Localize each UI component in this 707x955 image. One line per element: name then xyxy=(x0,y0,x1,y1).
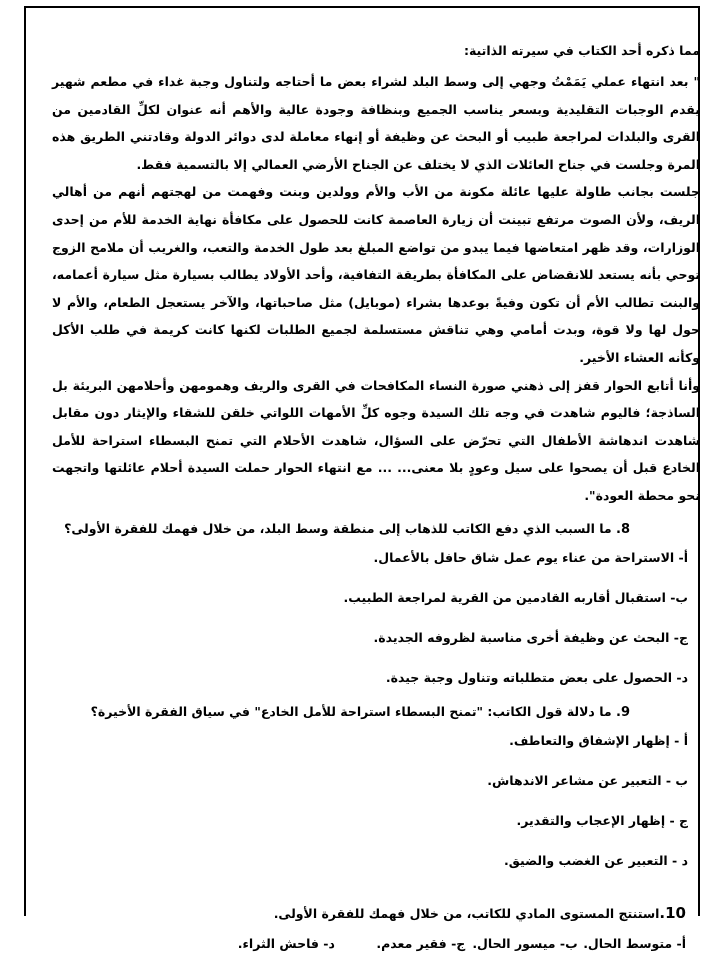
question-9-option-b: ب - التعبير عن مشاعر الاندهاش. xyxy=(487,772,688,788)
question-9-number: 9. xyxy=(616,704,630,720)
question-10 xyxy=(52,902,700,925)
question-10-option-a: أ- متوسط الحال. xyxy=(583,935,686,951)
question-9-option-c: ج - إظهار الإعجاب والتقدير. xyxy=(516,812,688,828)
page-frame xyxy=(24,6,700,951)
question-8-option-c: ج- البحث عن وظيفة أخرى مناسبة لظروفه الجديدة. xyxy=(373,629,688,645)
passage-paragraph-2: جلست بجانب طاولة عليها عائلة مكونة من الأب والأم وولدين وبنت وفهمت من لهجتهم أنهم من أهالي الريف، ولأن الصوت مرتفع تبينت أن زيارة العاصمة كانت للحصول على مكافأة نهاية الخدمة للأم من إحدى الوزارات، وقد ظهر امتعاضها فيما يبدو من تواضع المبلغ بعد طول الخدمة والتعب، والغريب أن ملامح الزوج توحي بأنه يستعد للانقضاض على المكافأة بطريقة التفافية، وأحد الأولاد يطالب بسيارة مثل سيارة أعمامه، والبنت تطالب الأم أن تكون وفيةً بوعدها بشراء (موبايل) مثل صاحباتها، والآخر يستعجل الطعام، والأم لا حول لها ولا قوة، وبدت أمامي وهي تناقش مستسلمة لجميع الطلبات لكنها كانت كريمة في طلب الأكل وكأنه العشاء الأخير. xyxy=(52,184,700,365)
question-10-text: استنتج المستوى المادي للكاتب، من خلال فهمك للفقرة الأولى. xyxy=(273,905,660,921)
question-10-options xyxy=(52,933,700,955)
question-8-number: 8. xyxy=(616,521,630,537)
question-10-number: 10. xyxy=(659,903,686,922)
question-9-text: ما دلالة قول الكاتب: "تمنح البسطاء استراحة للأمل الخادع" في سياق الفقرة الأخيرة؟ xyxy=(90,703,612,719)
question-8 xyxy=(52,518,700,541)
question-8-option-d: د- الحصول على بعض متطلباته وتناول وجبة جيدة. xyxy=(385,669,688,685)
question-8-option-a: أ- الاستراحة من عناء يوم عمل شاق حافل بالأعمال. xyxy=(373,549,688,565)
question-9-option-d: د - التعبير عن الغضب والضيق. xyxy=(503,852,688,868)
question-10-option-d: د- فاحش الثراء. xyxy=(237,935,335,951)
question-10-option-c: ج- فقير معدم. xyxy=(376,935,466,951)
question-8-option-b: ب- استقبال أقاربه القادمين من القرية لمراجعة الطبيب. xyxy=(343,589,688,605)
question-9 xyxy=(52,701,700,724)
passage-paragraph-3: وأنا أتابع الحوار قفز إلى ذهني صورة النساء المكافحات في القرى والريف وهمومهن وأحلامهن البريئة بل الساذجة؛ فاليوم شاهدت في وجه تلك السيدة وجوه كلِّ الأمهات اللواتي خلقن للشقاء والإيثار دون مقابل شاهدت اندهاشة الأطفال التي تحرّض على السؤال، شاهدت الأحلام التي تمنح البسطاء استراحة للأمل الخادع قبل أن يصحوا على سيل وعودٍ بلا معنى... ... مع انتهاء الحوار حملت السيدة أحلام عائلتها واتجهت نحو محطة العودة". xyxy=(52,377,700,503)
passage-paragraph-1: " بعد انتهاء عملي يَمَمْتُ وجهي إلى وسط البلد لشراء بعض ما أحتاجه ولتناول وجبة غداء في مطعم شهير يقدم الوجبات التقليدية وبسعر يناسب الجميع وبنظافة وجودة عالية والأهم أنه عنوان لكلِّ القادمين من القرى والبلدات لمراجعة طبيب أو البحث عن وظيفة أو إنهاء معاملة لدى دوائر الدولة وقادتني الطريق هذه المرة وجلست في جناح العائلات الذي لا يختلف عن الجناح الأرضي العمالي إلا بالتسمية فقط. xyxy=(52,74,700,172)
document-body xyxy=(52,40,700,955)
question-8-text: ما السبب الذي دفع الكاتب للذهاب إلى منطقة وسط البلد، من خلال فهمك للفقرة الأولى؟ xyxy=(64,520,612,536)
question-10-option-b: ب- ميسور الحال. xyxy=(472,935,578,951)
question-9-option-a: أ - إظهار الإشفاق والتعاطف. xyxy=(509,732,688,748)
intro-line: مما ذكره أحد الكتاب في سيرته الذاتية: xyxy=(463,43,700,58)
